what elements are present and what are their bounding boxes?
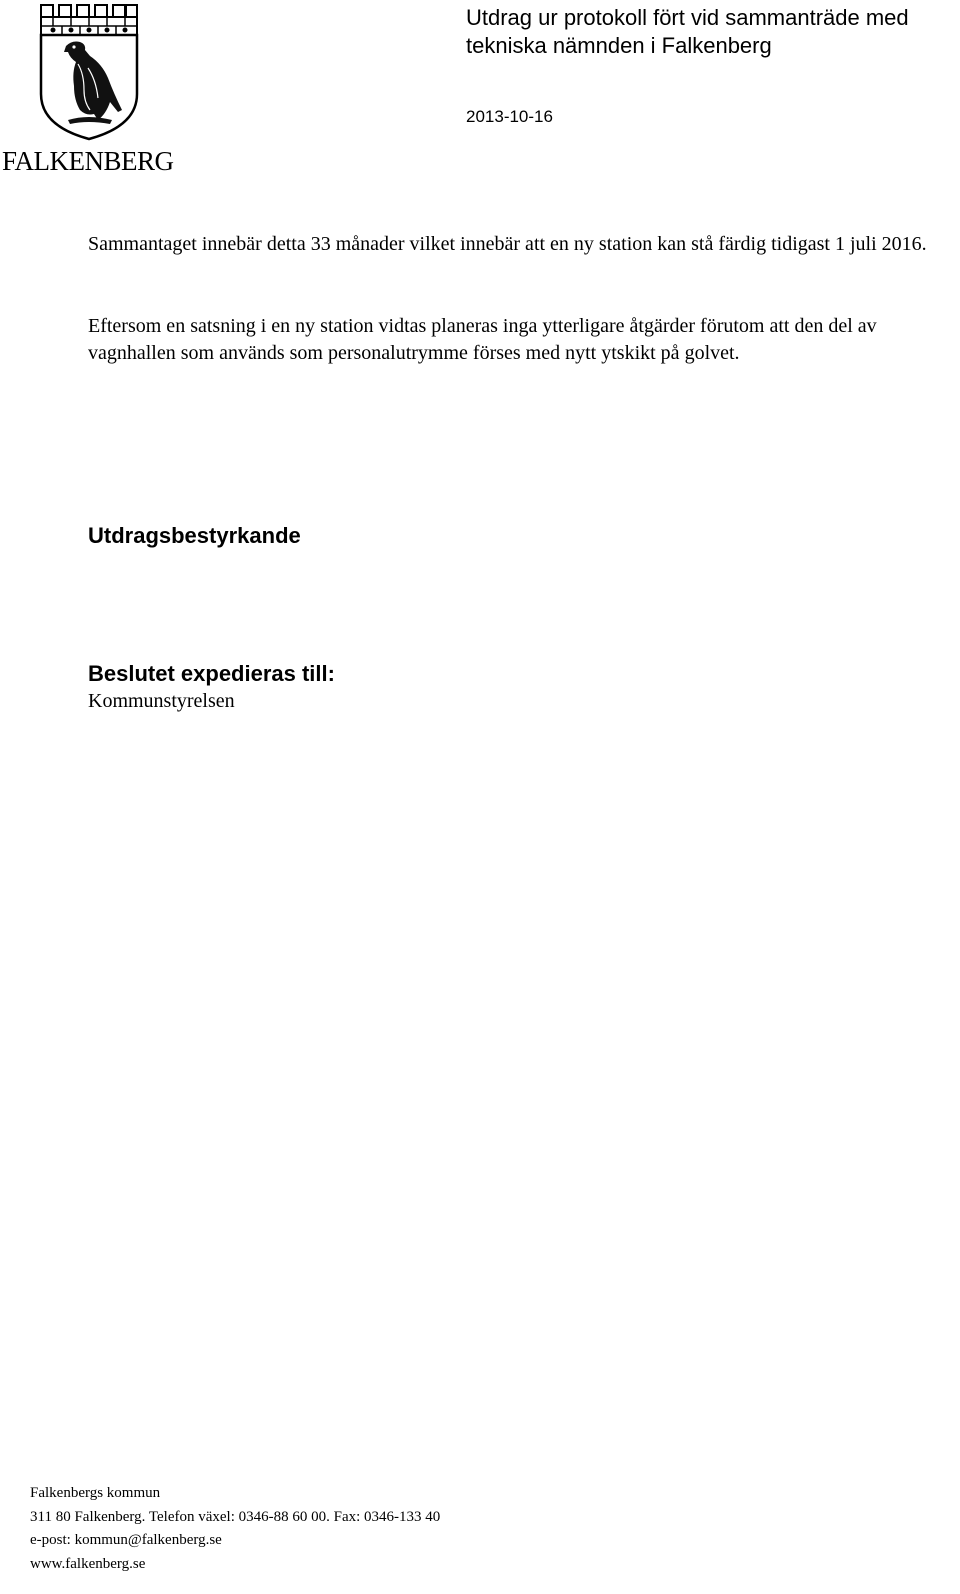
paragraph-timeline: Sammantaget innebär detta 33 månader vilket innebär att en ny station kan stå färdig tidigast 1 juli 2016. xyxy=(88,233,927,255)
heading-beslut-expedieras: Beslutet expedieras till: xyxy=(88,661,335,686)
footer-address: 311 80 Falkenberg. Telefon växel: 0346-88 60 00. Fax: 0346-133 40 xyxy=(30,1508,441,1525)
footer-contact xyxy=(30,1482,440,1576)
municipality-logo xyxy=(0,0,180,180)
document-date: 2013-10-16 xyxy=(466,107,553,126)
logo-wordmark: FALKENBERG xyxy=(2,146,174,176)
recipient-name: Kommunstyrelsen xyxy=(88,690,235,712)
falcon-coat-of-arms-icon xyxy=(38,2,140,142)
footer-org: Falkenbergs kommun xyxy=(30,1485,161,1501)
footer-email: e-post: kommun@falkenberg.se xyxy=(30,1532,222,1548)
footer-website: www.falkenberg.se xyxy=(30,1555,146,1572)
paragraph-measures: Eftersom en satsning i en ny station vidtas planeras inga ytterligare åtgärder förutom att den del av vagnhallen som används som personalutrymme förses med nytt ytskikt på golvet. xyxy=(88,315,877,364)
document-title: Utdrag ur protokoll fört vid sammanträde med tekniska nämnden i Falkenberg xyxy=(466,5,909,58)
heading-utdragsbestyrkande: Utdragsbestyrkande xyxy=(88,523,301,548)
